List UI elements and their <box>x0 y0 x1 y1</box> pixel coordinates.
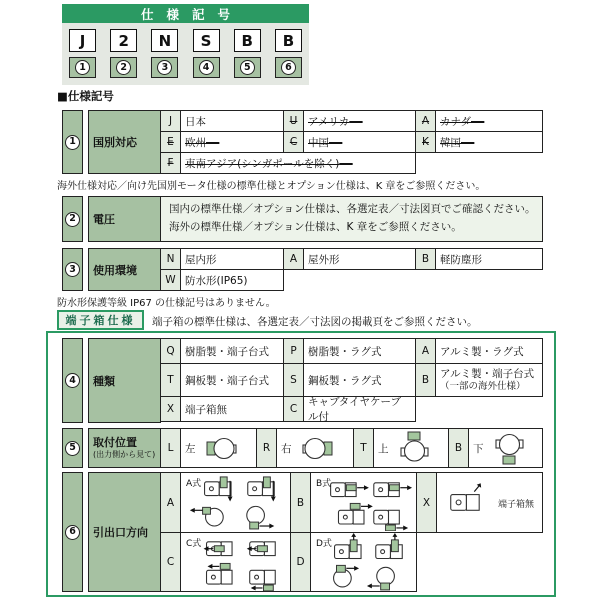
code-cell <box>256 428 277 468</box>
code-cell <box>160 363 181 397</box>
code-cell <box>160 269 181 291</box>
circled-number: 3 <box>65 262 80 277</box>
value-text: アルミ製・端子台式 <box>440 368 535 380</box>
value-subtext: （一部の海外仕様） <box>440 380 526 392</box>
no-terminal-box-diagram <box>437 473 542 531</box>
row5-label-main: 取付位置 <box>93 436 137 450</box>
value-cell <box>303 396 416 422</box>
value-cell <box>435 363 543 397</box>
code-cell <box>283 248 304 270</box>
circled-number: 4 <box>199 60 214 75</box>
code-cell <box>415 363 436 397</box>
code-letter: R <box>262 442 271 454</box>
code-letter: X <box>166 403 175 415</box>
code-cell <box>283 131 304 153</box>
waterproof-note: 防水形保護等級 IP67 の仕様記号はありません。 <box>57 298 276 309</box>
value-text: 日本 <box>185 115 206 128</box>
circled-number: 5 <box>240 60 255 75</box>
code-letter: S <box>193 29 220 52</box>
circled-number: 4 <box>65 373 80 388</box>
value-cell <box>180 248 284 270</box>
code-column <box>69 29 96 78</box>
code-letter: J <box>168 115 173 127</box>
code-letter: W <box>165 274 176 286</box>
outlet-d-label: D式 <box>316 539 332 549</box>
code-number-box <box>275 57 302 78</box>
value-cell <box>180 363 284 397</box>
code-letter: C <box>289 403 298 415</box>
code-cell <box>415 338 436 364</box>
value-cell <box>180 269 284 291</box>
value-text: 樹脂製・ラグ式 <box>308 345 382 358</box>
code-letter: A <box>421 115 430 127</box>
value-text: 鋼板製・端子台式 <box>185 374 269 387</box>
code-column <box>151 29 178 78</box>
circled-number: 2 <box>65 212 80 227</box>
circled-number: 3 <box>157 60 172 75</box>
row2-number-cell <box>62 196 83 242</box>
value-cell <box>180 110 284 132</box>
code-letter: T <box>167 374 174 386</box>
value-cell <box>180 396 284 422</box>
mount-right-text: 右 <box>281 442 292 455</box>
spec-code-header-block <box>62 4 309 85</box>
code-cell <box>283 396 304 422</box>
code-cell <box>416 472 437 533</box>
value-text: アメリカ <box>308 115 350 128</box>
spec-code-boxes <box>62 23 309 85</box>
code-letter: J <box>69 29 96 52</box>
code-letter: U <box>289 115 298 127</box>
motor-box-left-icon <box>206 432 237 465</box>
value-text: 中国 <box>308 136 329 149</box>
code-number-box <box>151 57 178 78</box>
value-cell <box>180 131 284 153</box>
code-cell <box>290 472 311 533</box>
country-note: 海外仕様対応／向け先国別モータ仕様の標準仕様とオプション仕様は、K 章をご参照ください。 <box>57 181 486 192</box>
code-cell <box>160 152 181 174</box>
code-cell <box>160 532 181 592</box>
code-letter: F <box>167 157 174 169</box>
row5-label <box>88 428 161 468</box>
code-letter: B <box>421 253 430 265</box>
code-letter: L <box>167 442 174 454</box>
value-cell <box>435 110 543 132</box>
code-cell <box>160 472 181 533</box>
row4-label: 種類 <box>88 338 161 423</box>
value-text: 樹脂製・端子台式 <box>185 345 269 358</box>
value-cell <box>180 338 284 364</box>
value-text: キャブタイヤケーブル付 <box>308 396 402 423</box>
mount-top-cell <box>373 428 449 468</box>
value-text: 端子箱無 <box>185 403 227 416</box>
circled-number: 6 <box>281 60 296 75</box>
code-letter: X <box>422 496 431 509</box>
code-letter: K <box>422 136 429 148</box>
code-number-box <box>110 57 137 78</box>
code-letter: Q <box>166 345 175 357</box>
row5-label-sub: (出力側から見て) <box>93 449 156 459</box>
circled-number: 5 <box>65 441 80 456</box>
value-cell <box>435 248 543 270</box>
code-number-box <box>193 57 220 78</box>
code-letter: N <box>151 29 178 52</box>
code-letter: N <box>166 253 175 265</box>
code-letter: B <box>275 29 302 52</box>
voltage-line2: 海外の標準仕様／オプション仕様は、K 章をご参照ください。 <box>169 221 462 233</box>
code-number-box <box>69 57 96 78</box>
value-text: 欧州 <box>185 136 206 149</box>
page-title: 仕様記号 <box>62 4 309 23</box>
mount-bottom-cell <box>468 428 543 468</box>
value-cell <box>435 338 543 364</box>
row6-label: 引出口方向 <box>88 472 161 592</box>
code-cell <box>353 428 374 468</box>
code-cell <box>160 338 181 364</box>
code-cell <box>160 428 181 468</box>
code-letter: 2 <box>110 29 137 52</box>
terminal-box-note: 端子箱の標準仕様は、各選定表／寸法図の掲載頁をご参照ください。 <box>152 316 478 328</box>
code-column <box>275 29 302 78</box>
code-letter: C <box>289 136 298 148</box>
value-cell <box>180 152 416 174</box>
outlet-b-cell <box>310 472 417 533</box>
outlet-a-label: A式 <box>186 479 202 489</box>
motor-box-top-icon <box>399 431 430 465</box>
value-text: 韓国 <box>440 136 461 149</box>
mount-top-text: 上 <box>378 442 389 455</box>
code-cell <box>448 428 469 468</box>
code-cell <box>290 532 311 592</box>
code-letter: T <box>360 442 367 454</box>
row3-number-cell <box>62 248 83 291</box>
row1-label: 国別対応 <box>88 110 161 174</box>
mount-right-cell <box>276 428 354 468</box>
voltage-info-cell <box>160 196 543 242</box>
outlet-b-label: B式 <box>316 479 332 489</box>
outlet-x-label: 端子箱無 <box>497 500 534 510</box>
row5-number-cell <box>62 428 83 468</box>
value-cell <box>435 131 543 153</box>
row6-number-cell <box>62 472 83 592</box>
code-cell <box>160 396 181 422</box>
row3-label: 使用環境 <box>88 248 161 291</box>
value-cell <box>303 131 416 153</box>
value-cell <box>303 363 416 397</box>
code-letter: B <box>454 442 463 454</box>
circled-number: 1 <box>65 135 80 150</box>
value-text: 防水形(IP65) <box>185 274 248 287</box>
outlet-c-cell <box>180 532 291 592</box>
circled-number: 6 <box>65 525 80 540</box>
code-letter: B <box>421 374 430 386</box>
code-letter: B <box>296 496 305 509</box>
code-letter: A <box>166 496 175 509</box>
outlet-a-cell <box>180 472 291 533</box>
code-letter: D <box>296 556 305 568</box>
code-letter: E <box>167 136 174 148</box>
outlet-d-cell <box>310 532 417 592</box>
code-cell <box>415 248 436 270</box>
outlet-c-label: C式 <box>186 539 202 549</box>
code-letter: S <box>290 374 297 386</box>
motor-box-right-icon <box>302 432 333 465</box>
motor-box-bottom-icon <box>494 431 525 465</box>
code-letter: B <box>234 29 261 52</box>
code-cell <box>283 110 304 132</box>
code-letter: C <box>166 556 175 568</box>
code-letter: A <box>421 345 430 357</box>
value-text: 屋外形 <box>308 253 340 266</box>
code-letter: P <box>290 345 297 357</box>
code-cell <box>160 110 181 132</box>
code-column <box>193 29 220 78</box>
mount-bottom-text: 下 <box>473 442 484 455</box>
value-text: アルミ製・ラグ式 <box>440 345 524 358</box>
code-cell <box>415 131 436 153</box>
row2-label: 電圧 <box>88 196 161 242</box>
circled-number: 1 <box>75 60 90 75</box>
mount-left-cell <box>180 428 257 468</box>
circled-number: 2 <box>116 60 131 75</box>
terminal-box-section-label: 端子箱仕様 <box>57 310 144 330</box>
value-cell <box>303 338 416 364</box>
code-letter: A <box>289 253 298 265</box>
row4-number-cell <box>62 338 83 423</box>
value-text: 鋼板製・ラグ式 <box>308 374 382 387</box>
value-text: カナダ <box>440 115 471 128</box>
value-text: 軽防塵形 <box>440 253 482 266</box>
code-cell <box>415 110 436 132</box>
row1-number-cell <box>62 110 83 174</box>
code-cell <box>283 338 304 364</box>
mount-left-text: 左 <box>185 442 196 455</box>
code-column <box>234 29 261 78</box>
code-cell <box>160 248 181 270</box>
value-text: 東南アジア(シンガポールを除く) <box>185 157 340 170</box>
code-number-box <box>234 57 261 78</box>
code-column <box>110 29 137 78</box>
code-cell <box>283 363 304 397</box>
outlet-x-cell <box>436 472 543 533</box>
value-cell <box>303 248 416 270</box>
value-text: 屋内形 <box>185 253 217 266</box>
voltage-line1: 国内の標準仕様／オプション仕様は、各選定表／寸法図頁でご確認ください。 <box>169 203 536 216</box>
section-heading: ■仕様記号 <box>57 89 114 103</box>
code-cell <box>160 131 181 153</box>
value-cell <box>303 110 416 132</box>
